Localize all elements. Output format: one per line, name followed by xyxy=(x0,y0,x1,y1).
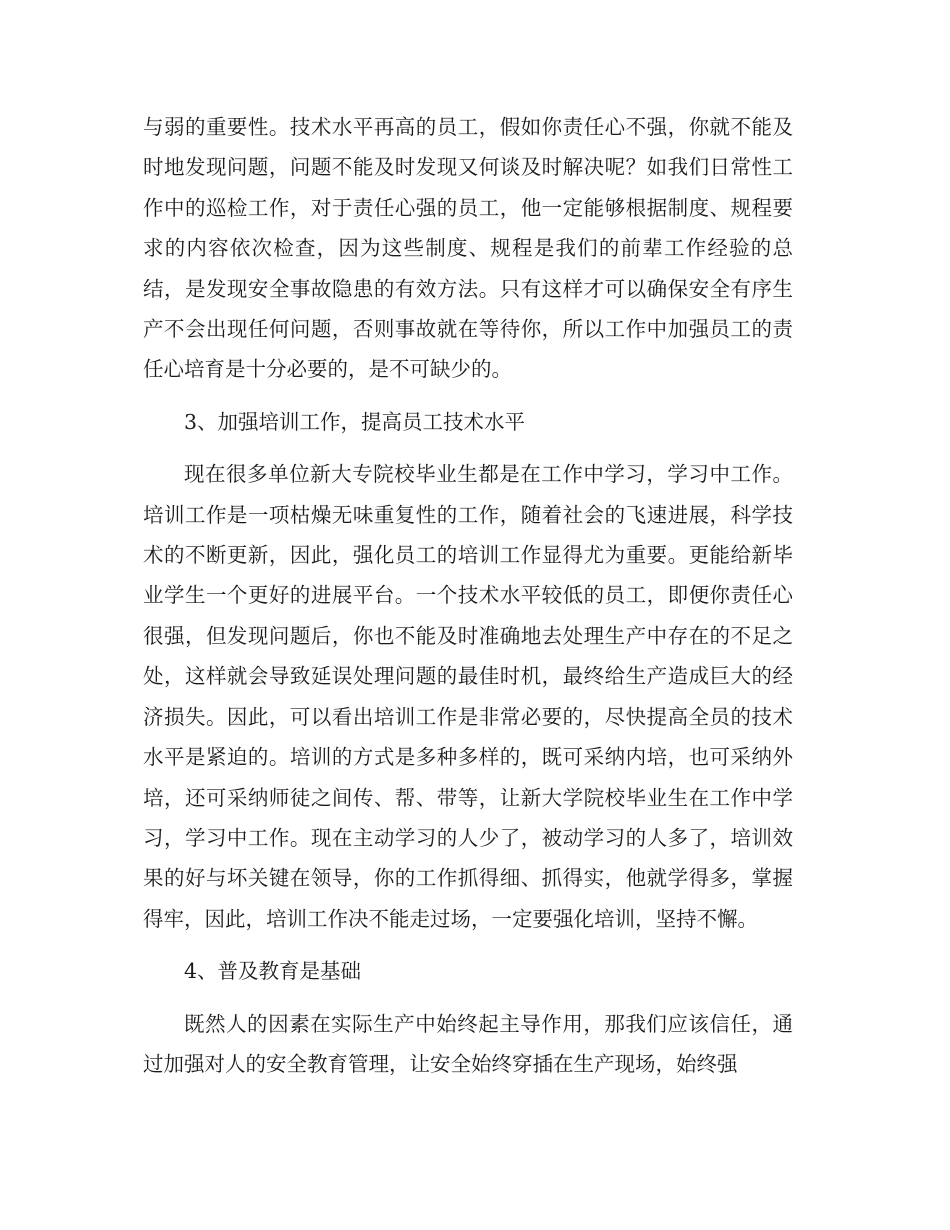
body-paragraph-education: 既然人的因素在实际生产中始终起主导作用，那我们应该信任，通过加强对人的安全教育管理，让安全始终穿插在生产现场，始终强 xyxy=(143,1011,793,1076)
document-page xyxy=(143,107,793,1096)
section-heading-training: 3、加强培训工作，提高员工技术水平 xyxy=(184,409,526,434)
section-heading-education: 4、普及教育是基础 xyxy=(184,959,362,984)
body-paragraph-continuation: 与弱的重要性。技术水平再高的员工，假如你责任心不强，你就不能及时地发现问题，问题不能及时发现又何谈及时解决呢？如我们日常性工作中的巡检工作，对于责任心强的员工，他一定能够根据制度、规程要求的内容依次检查，因为这些制度、规程是我们的前辈工作经验的总结，是发现安全事故隐患的有效方法。只有这样才可以确保安全有序生产不会出现任何问题，否则事故就在等待你，所以工作中加强员工的责任心培育是十分必要的，是不可缺少的。 xyxy=(143,115,793,382)
body-paragraph-training: 现在很多单位新大专院校毕业生都是在工作中学习，学习中工作。培训工作是一项枯燥无味重复性的工作，随着社会的飞速进展，科学技术的不断更新，因此，强化员工的培训工作显得尤为重要。更能给新毕业学生一个更好的进展平台。一个技术水平较低的员工，即便你责任心很强，但发现问题后，你也不能及时准确地去处理生产中存在的不足之处，这样就会导致延误处理问题的最佳时机，最终给生产造成巨大的经济损失。因此，可以看出培训工作是非常必要的，尽快提高全员的技术水平是紧迫的。培训的方式是多种多样的，既可采纳内培，也可采纳外培，还可采纳师徒之间传、帮、带等，让新大学院校毕业生在工作中学习，学习中工作。现在主动学习的人少了，被动学习的人多了，培训效果的好与坏关键在领导，你的工作抓得细、抓得实，他就学得多，掌握得牢，因此，培训工作决不能走过场，一定要强化培训，坚持不懈。 xyxy=(143,462,793,931)
